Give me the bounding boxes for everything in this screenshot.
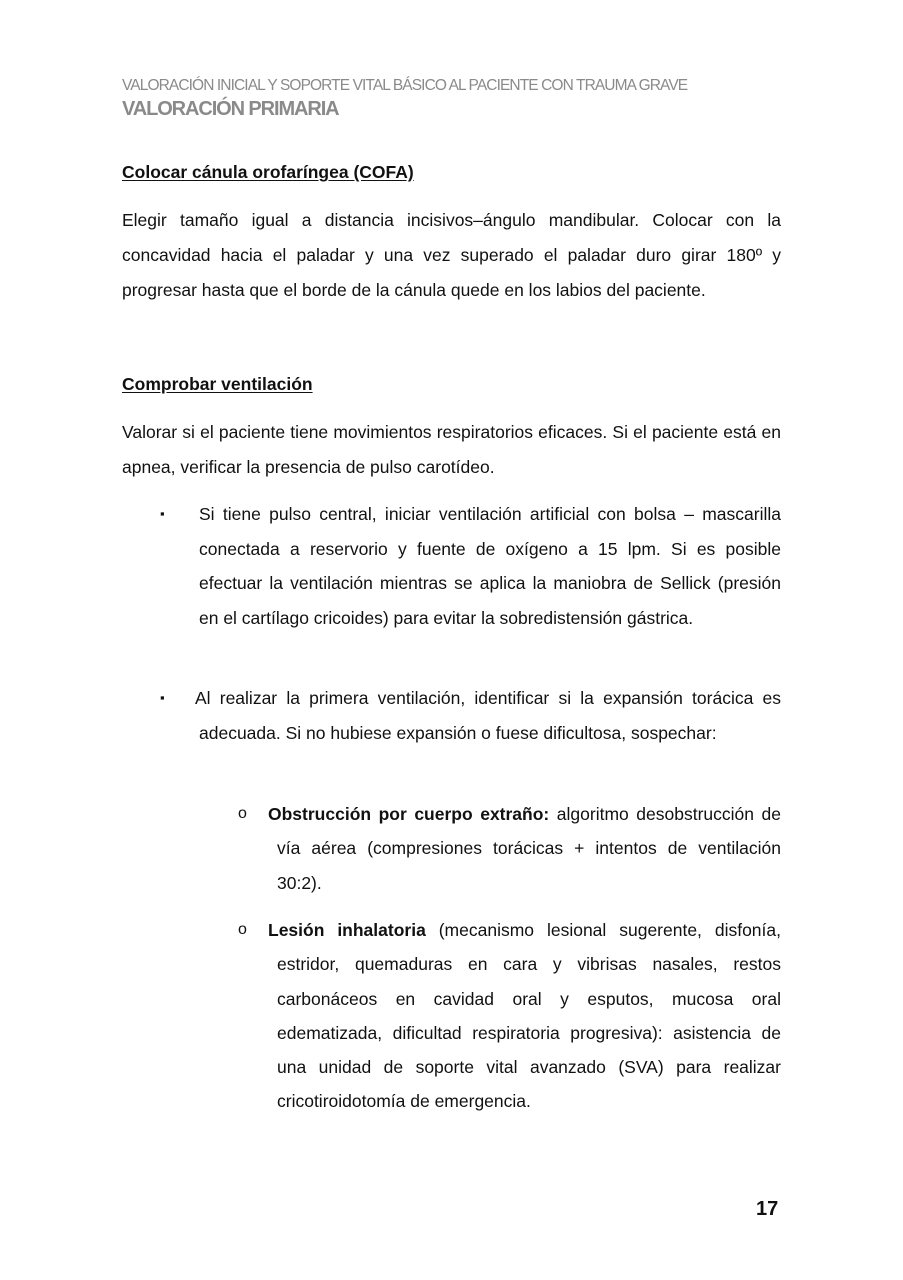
list-item-text: Al realizar la primera ventilación, identificar si la expansión torácica es adecuada. Si no hubiese expansión o fuese dificultosa, sospechar: [195, 688, 781, 743]
section-paragraph-cofa: Elegir tamaño igual a distancia incisivos–ángulo mandibular. Colocar con la concavidad hacia el paladar y una vez superado el paladar duro girar 180º y progresar hasta que el borde de la cánula quede en los labios del paciente. [122, 210, 781, 300]
page-number: 17 [756, 1198, 779, 1220]
document-header-title: VALORACIÓN PRIMARIA [122, 98, 339, 120]
list-item [195, 681, 781, 750]
sub-bullet-marker: o [238, 805, 247, 822]
sub-bullet-marker: o [238, 921, 247, 938]
list-item-text: Si tiene pulso central, iniciar ventilación artificial con bolsa – mascarilla conectada a reservorio y fuente de oxígeno a 15 lpm. Si es posible efectuar la ventilación mientras se aplica la maniobra de Sellick (presión en el cartílago cricoides) para evitar la sobredistensión gástrica. [199, 504, 781, 628]
bullet-marker: ▪ [160, 690, 165, 705]
section-paragraph-ventilation: Valorar si el paciente tiene movimientos respiratorios eficaces. Si el paciente está en apnea, verificar la presencia de pulso carotídeo. [122, 422, 781, 477]
sub-list-item-term: Obstrucción por cuerpo extraño: [268, 804, 550, 824]
sub-list-item-term: Lesión inhalatoria [268, 920, 426, 940]
document-header-subtitle: VALORACIÓN INICIAL Y SOPORTE VITAL BÁSICO AL PACIENTE CON TRAUMA GRAVE [122, 77, 688, 94]
sub-list-item [268, 797, 781, 900]
sub-list-item-text: (mecanismo lesional sugerente, disfonía, estridor, quemaduras en cara y vibrisas nasales, restos carbonáceos en cavidad oral y esputos, mucosa oral edematizada, dificultad respiratoria progresiva): asistencia de una unidad de soporte vital avanzado (SVA) para realizar cricotiroidotomía de emergencia. [277, 920, 781, 1112]
bullet-marker: ▪ [160, 506, 165, 521]
section-heading-ventilation: Comprobar ventilación [122, 374, 313, 394]
list-item [195, 497, 781, 635]
section-heading-cofa: Colocar cánula orofaríngea (COFA) [122, 162, 414, 182]
sub-list-item-text: algoritmo desobstrucción de vía aérea (compresiones torácicas + intentos de ventilación 30:2). [277, 804, 781, 893]
sub-list-item [268, 913, 781, 1119]
